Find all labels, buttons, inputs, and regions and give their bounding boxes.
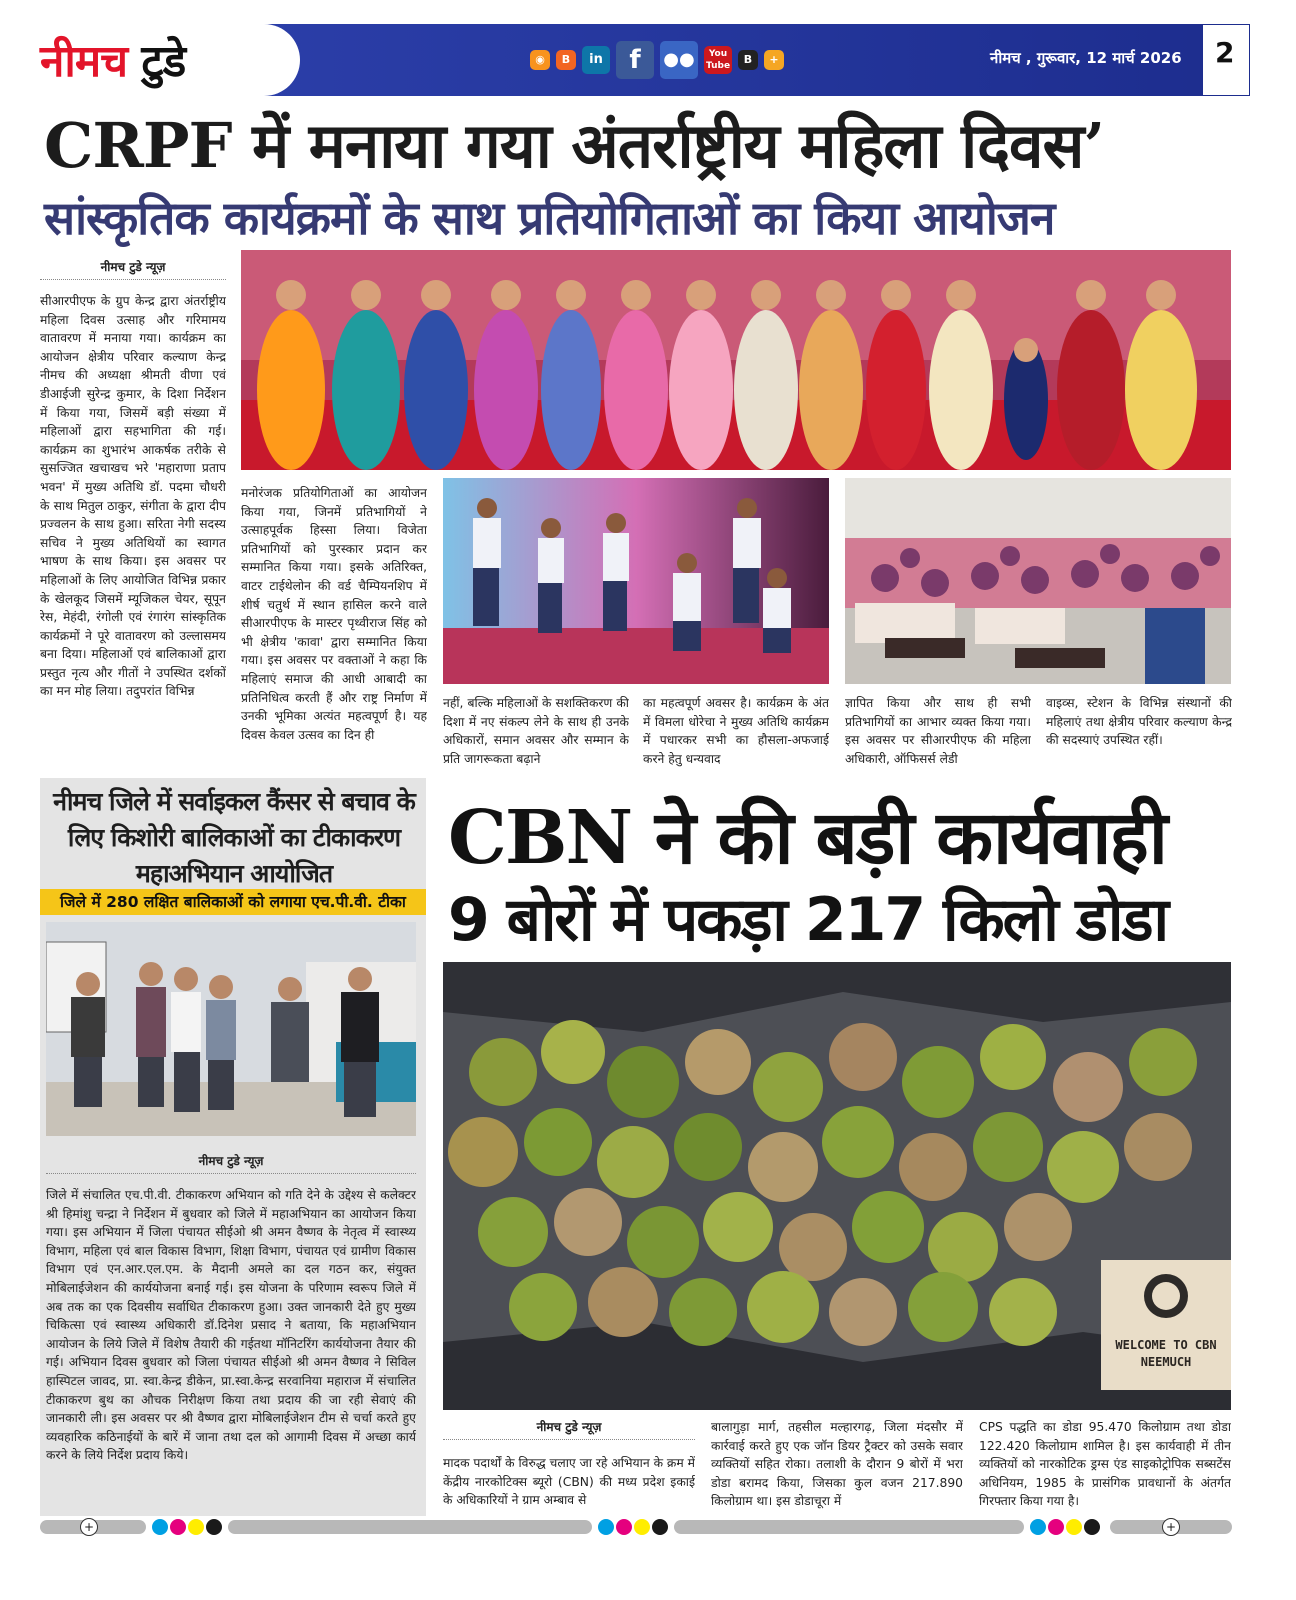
story2-photo — [46, 922, 416, 1136]
magenta-mark — [170, 1519, 186, 1535]
magenta-mark — [1048, 1519, 1064, 1535]
crosshair-icon-left: + — [80, 1518, 98, 1536]
story1-column-4: का महत्वपूर्ण अवसर है। कार्यक्रम के अंत में विमला धोरेचा ने मुख्य अतिथि कार्यक्रम में पधारकर सभी का हौसला-अफजाई करने हेतु धन्यवाद — [643, 696, 829, 766]
black-mark — [1084, 1519, 1100, 1535]
magenta-mark — [616, 1519, 632, 1535]
story1-column-2: मनोरंजक प्रतियोगिताओं का आयोजन किया गया, जिनमें प्रतिभागियों ने उत्साहपूर्वक हिस्सा लिया। विजेता प्रतिभागियों को पुरस्कार प्रदान कर सम्मानित किया गया। इसके अतिरिक्त, वाटर टाईथेलोन की वर्ड चैम्पियनशिप में शीर्ष चतुर्थ में स्थान हासिल करने वाले सीआरपीएफ के मास्टर पृथ्वीराज सिंह को भी क्षेत्रीय 'कावा' द्वारा सम्मानित किया गया। इस अवसर पर वक्ताओं ने कहा कि महिलाएं समाज की आधी आबादी का प्रतिनिधित्व करती हैं और राष्ट्र निर्माण में उनकी भूमिका अत्यंत महत्वपूर्ण है। यह दिवस केवल उत्सव का दिन ही — [241, 486, 427, 742]
newspaper-logo[interactable] — [40, 32, 185, 92]
cbn-sign-line2: NEEMUCH — [1140, 1355, 1192, 1369]
blogger-icon[interactable]: B — [556, 50, 576, 70]
masthead — [40, 24, 1250, 96]
story1-dance-photo — [443, 478, 829, 684]
rss-icon[interactable]: ◉ — [530, 50, 550, 70]
story3-column-3: CPS पद्धति का डोडा 95.470 किलोग्राम तथा डोडा 122.420 किलोग्राम शामिल है। इस कार्यवाही में तीन व्यक्तियों को नारकोटिक ड्रग्स एंड साइकोट्रोपिक सब्सटेंस अधिनियम, 1985 के प्रासंगिक प्रावधानों के अंतर्गत गिरफ्तार किया गया है। — [979, 1420, 1231, 1509]
story3-headline-line1: CBN ने की बड़ी कार्यवाही — [448, 795, 1166, 881]
story2-body: जिले में संचालित एच.पी.वी. टीकाकरण अभियान को गति देने के उद्देश्य से कलेक्टर श्री हिमांशु चन्द्रा ने निर्देशन में बुधवार को जिले में महाअभियान का आयोजन किया गया। इस अभियान में जिला पंचायत सीईओ श्री अमन वैष्णव के नेतृत्व में स्वास्थ्य विभाग, महिला एवं बाल विकास विभाग, शिक्षा विभाग, पंचायत एवं ग्रामीण विकास विभाग एवं एन.आर.एल.एम. के मैदानी अमले का दल गठन कर, संयुक्त मोबिलाईजेशन की कार्ययोजना बनाई गई। इस योजना के परिणाम स्वरूप जिले में अब तक का एक दिवसीय सर्वाधित टीकाकरण हुआ। उक्त जानकारी देते हुए मुख्य चिकित्सा एवं स्वास्थ्य अधिकारी डॉ.दिनेश प्रसाद ने बताया, कि महाअभियान आयोजन के लिये जिले में विशेष तैयारी की गईतथा मॉनिटरिंग कार्ययोजना तैयार की गई। अभियान दिवस बुधवार को जिला पंचायत सीईओ श्री अमन वैष्णव ने सिविल हास्पिटल जावद, प्रा. स्वा.केन्द्र डीकेन, प्रा.स्वा.केन्द्र सरवानिया महाराज में संचालित टीकाकरण बुथ का औचक निरीक्षण किया तथा प्रदाय की जा रही सेवाएं की जानकारी ली। इस अवसर पर श्री वैष्णव द्वारा मोबिलाईजेशन टीम से चर्चा करते हुए व्यवहारिक कठिनाईयों के बारें में जाना तथा दल को आगामी दिवस में अच्छा कार्य करने के लिये निर्देश प्रदाय किये। — [46, 1188, 416, 1463]
story1-column-1: सीआरपीएफ के ग्रुप केन्द्र द्वारा अंतर्राष्ट्रीय महिला दिवस उत्साह और गरिमामय वातावरण में मनाया गया। कार्यक्रम का आयोजन क्षेत्रीय परिवार कल्याण केन्द्र नीमच की अध्यक्षा श्रीमती वीणा एवं डीआईजी सुरेन्द्र कुमार, के दिशा निर्देशन में किया गया, जिसमें बड़ी संख्या में महिलाओं द्वारा सहभागिता की गई। कार्यक्रम का शुभारंभ आकर्षक तरीके से सुसज्जित खचाखच भरे 'महाराणा प्रताप भवन' में मुख्य अतिथि डॉ. पदमा चौधरी के साथ मितुल ठाकुर, संगीता के द्वारा दीप प्रज्वलन के साथ हुआ। सरिता नेगी सदस्य सचिव ने मुख्य अतिथियों का स्वागत भाषण के साथ किया। इस अवसर पर महिलाओं के लिए आयोजित विभिन्न प्रकार के खेलकूद जिसमें म्यूजिकल चेयर, सूपून रेस, मेहंदी, रंगोली एवं रंगारंग सांस्कृतिक कार्यक्रमों ने पूरे वातावरण को उल्लासमय बना दिया। महिलाओं एवं बालिकाओं द्वारा प्रस्तुत नृत्य और गीतों ने उपस्थित दर्शकों का मन मोह लिया। तदुपरांत विभिन्न — [40, 294, 226, 699]
cbn-sign-line1: WELCOME TO CBN — [1115, 1338, 1217, 1352]
story2-subheadline: जिले में 280 लक्षित बालिकाओं को लगाया एच.पी.वी. टीका — [40, 889, 426, 915]
cyan-mark — [1030, 1519, 1046, 1535]
story1-column-3: नहीं, बल्कि महिलाओं के सशक्तिकरण की दिशा में नए संकल्प लेने के साथ ही उनके अधिकारों, समान अवसर और सम्मान के प्रति जागरूकता बढ़ाने — [443, 696, 629, 766]
logo-part1: नीमच — [40, 36, 128, 87]
yellow-mark — [188, 1519, 204, 1535]
community-icon[interactable]: ●● — [660, 41, 698, 79]
yellow-mark — [1066, 1519, 1082, 1535]
story1-audience-photo — [845, 478, 1231, 684]
black-mark — [206, 1519, 222, 1535]
story2-byline: नीमच टुडे न्यूज़ — [46, 1152, 416, 1174]
story3-headline-line2: 9 बोरों में पकड़ा 217 किलो डोडा — [448, 885, 1168, 955]
story3-column-2: बालागुड़ा मार्ग, तहसील मल्हारगढ़, जिला मंदसौर में कार्रवाई करते हुए एक जॉन डियर ट्रैक्टर को उसके सवार व्यक्तियों सहित रोका। तलाशी के दौरान 9 बोरों में भरा डोडा बरामद किया, जिसका कुल वजन 217.890 किलोग्राम था। इस डोडाचूरा में — [711, 1420, 963, 1509]
black-mark — [652, 1519, 668, 1535]
facebook-icon[interactable]: f — [616, 41, 654, 79]
bebo-icon[interactable]: B — [738, 50, 758, 70]
story3-seized-doda-photo — [443, 962, 1231, 1410]
story1-subheadline: सांस्कृतिक कार्यक्रमों के साथ प्रतियोगिताओं का किया आयोजन — [44, 191, 1055, 245]
print-registration-bar — [40, 1518, 1232, 1536]
social-icons — [530, 38, 784, 82]
story2-headline: नीमच जिले में सर्वाइकल कैंसर से बचाव के लिए किशोरी बालिकाओं का टीकाकरण महाअभियान आयोजित — [53, 787, 415, 888]
story1-group-photo — [241, 250, 1231, 470]
story1-column-6: वाइव्स, स्टेशन के विभिन्न संस्थानों की महिलाएं तथा क्षेत्रीय परिवार कल्याण केन्द्र की सदस्याएं उपस्थित रहीं। — [1046, 696, 1232, 748]
issue-date: नीमच , गुरूवार, 12 मार्च 2026 — [990, 49, 1182, 67]
story3-column-1: मादक पदार्थों के विरुद्ध चलाए जा रहे अभियान के क्रम में केंद्रीय नारकोटिक्स ब्यूरो (CBN) की मध्य प्रदेश इकाई के अधिकारियों ने ग्राम अम्बाव से — [443, 1456, 695, 1508]
linkedin-icon[interactable]: in — [582, 46, 610, 74]
yellow-mark — [634, 1519, 650, 1535]
cyan-mark — [598, 1519, 614, 1535]
youtube-icon[interactable]: You Tube — [704, 46, 732, 74]
story3-byline: नीमच टुडे न्यूज़ — [443, 1418, 695, 1440]
logo-part2: टुडे — [141, 36, 186, 87]
cyan-mark — [152, 1519, 168, 1535]
share-icon[interactable]: + — [764, 50, 784, 70]
story1-headline: CRPF में मनाया गया अंतर्राष्ट्रीय महिला दिवस’ — [44, 109, 1105, 182]
crosshair-icon-right: + — [1162, 1518, 1180, 1536]
page-number: 2 — [1215, 36, 1235, 69]
story1-column-5: ज्ञापित किया और साथ ही सभी प्रतिभागियों का आभार व्यक्त किया गया। इस अवसर पर सीआरपीएफ की महिला अधिकारी, ऑफिसर्स लेडी — [845, 696, 1031, 766]
story1-byline: नीमच टुडे न्यूज़ — [40, 258, 226, 280]
cbn-sign-text — [1101, 1337, 1231, 1371]
